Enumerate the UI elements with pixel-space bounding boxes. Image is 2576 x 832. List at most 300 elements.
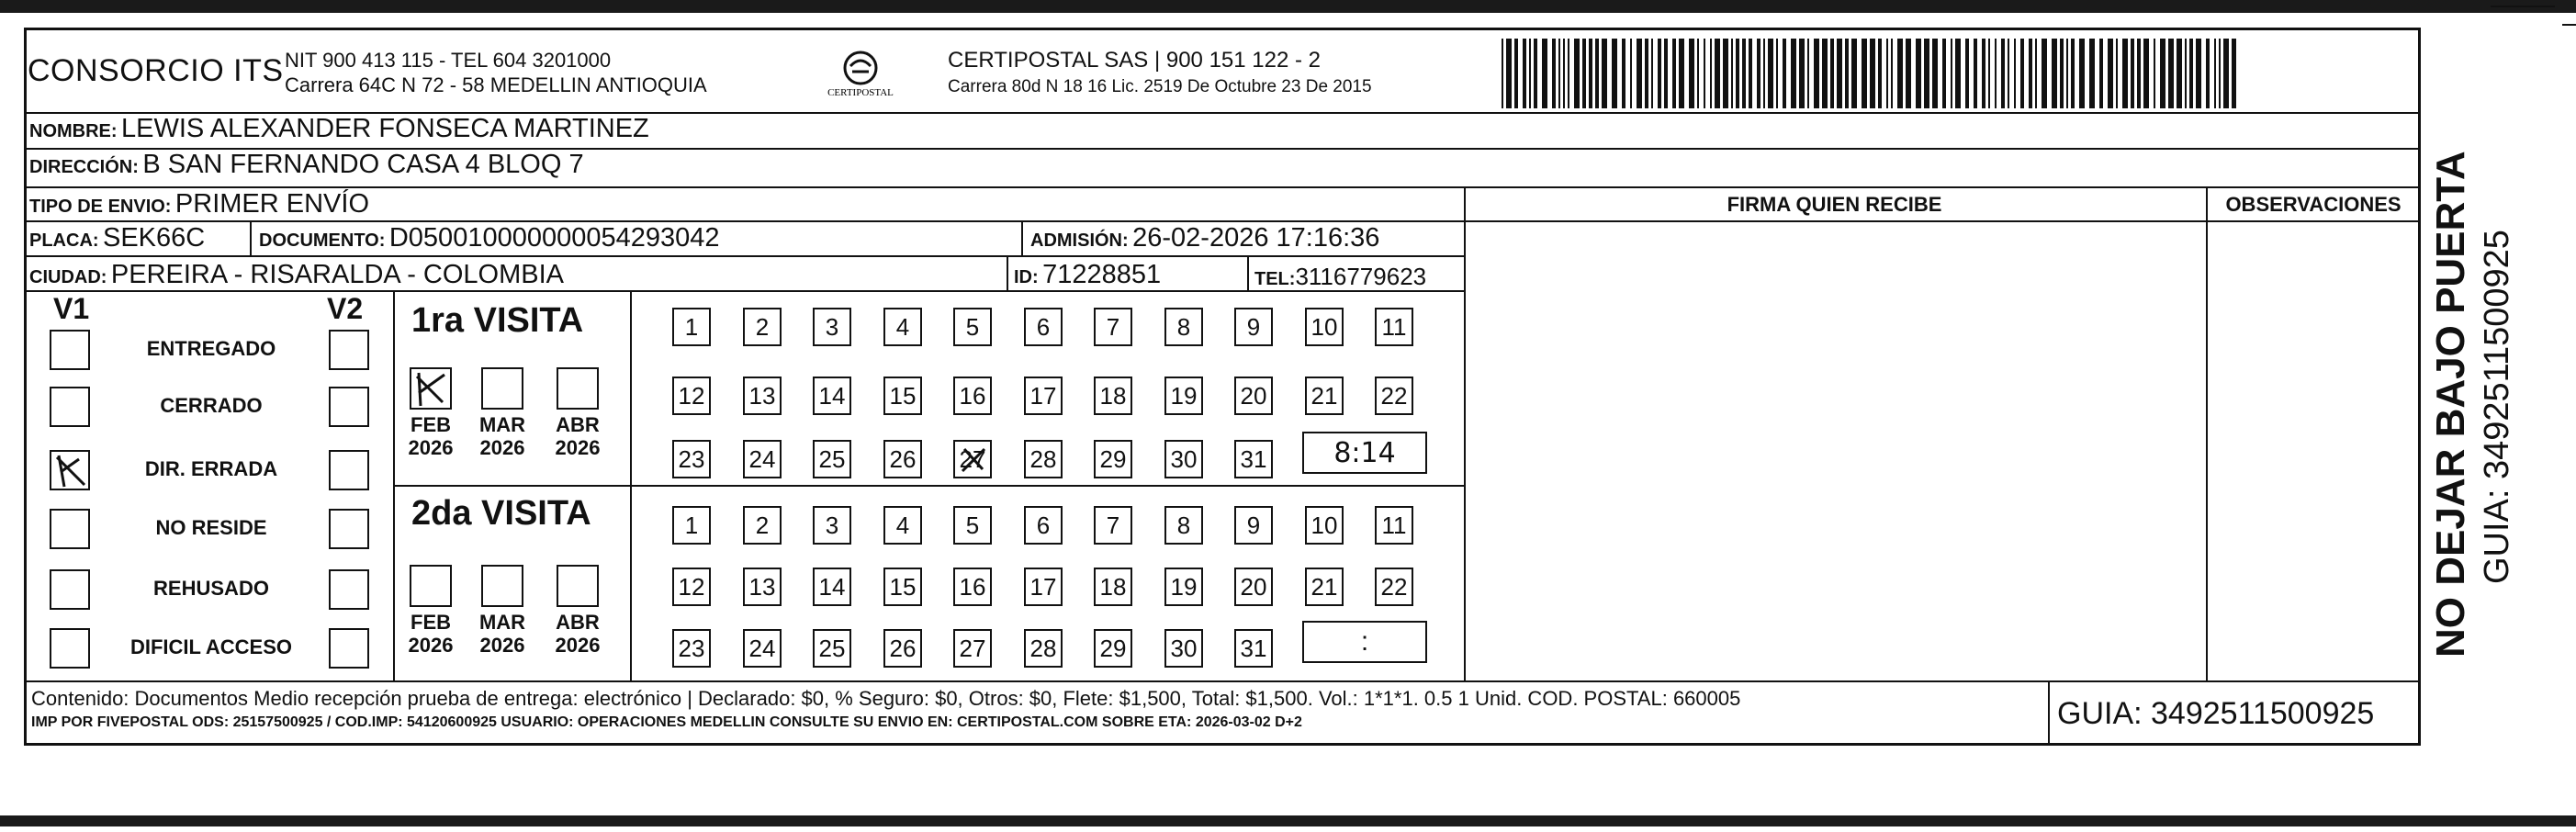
side-notice: NO DEJAR BAJO PUERTA: [2428, 151, 2473, 658]
direccion-label: DIRECCIÓN:: [29, 157, 139, 177]
v2-checkbox-5[interactable]: [329, 628, 369, 669]
day-number: 8: [1176, 511, 1191, 539]
second-visit-day-17[interactable]: [1024, 568, 1063, 606]
id-value: 71228851: [1042, 260, 1162, 289]
second-visit-day-4[interactable]: [883, 506, 922, 545]
barcode-bar: [1982, 39, 1985, 108]
barcode-bar: [1791, 39, 1796, 108]
v2-checkbox-4[interactable]: [329, 569, 369, 610]
footer-guia: GUIA: 3492511500925: [2057, 696, 2375, 731]
day-number: 5: [965, 511, 980, 539]
barcode-bar: [1932, 39, 1938, 108]
day-number: 9: [1246, 511, 1261, 539]
barcode-bar: [1988, 39, 1990, 108]
second-visit-month-abr[interactable]: [557, 565, 599, 607]
first-visit-day-3[interactable]: [813, 308, 851, 346]
barcode-bar: [1589, 39, 1592, 108]
barcode-bar: [2116, 39, 2118, 108]
day-number: 21: [1310, 381, 1338, 410]
tel-label: TEL:: [1254, 269, 1296, 289]
barcode-bar: [1704, 39, 1705, 108]
barcode-bar: [2066, 39, 2068, 108]
second-visit-day-8[interactable]: [1164, 506, 1203, 545]
second-visit-day-25[interactable]: [813, 629, 851, 668]
second-visit-day-20[interactable]: [1234, 568, 1273, 606]
day-number: 5: [965, 312, 980, 341]
cell-divider: [250, 220, 252, 255]
day-number: 24: [748, 634, 776, 662]
barcode-bar: [1916, 39, 1921, 108]
barcode-bar: [2137, 39, 2141, 108]
second-visit-day-31[interactable]: [1234, 629, 1273, 668]
first-visit-time-value: 8:14: [1333, 436, 1396, 469]
footer-divider: [24, 680, 2421, 682]
day-number: 13: [748, 572, 776, 601]
day-number: 11: [1381, 511, 1407, 539]
second-visit-day-18[interactable]: [1094, 568, 1132, 606]
status-label-5: DIFICIL ACCESO: [129, 635, 292, 658]
barcode-bar: [2035, 39, 2037, 108]
barcode-bar: [1723, 39, 1728, 108]
day-number: 29: [1099, 634, 1127, 662]
status-label-4: REHUSADO: [153, 577, 269, 600]
second-visit-day-26[interactable]: [883, 629, 922, 668]
first-visit-day-7[interactable]: [1094, 308, 1132, 346]
barcode-bar: [1955, 39, 1961, 108]
observaciones-column-divider: [2206, 186, 2208, 680]
admision-value: 26-02-2026 17:16:36: [1132, 223, 1380, 253]
direccion-row: [29, 150, 584, 180]
day-number: 4: [895, 511, 910, 539]
barcode-bar: [1837, 39, 1842, 108]
barcode-bar: [2099, 39, 2103, 108]
day-number: 16: [959, 381, 986, 410]
first-visit-day-17[interactable]: [1024, 377, 1063, 415]
nombre-label: NOMBRE:: [29, 121, 118, 141]
first-visit-month-mar[interactable]: [481, 367, 523, 410]
barcode-bar: [1715, 39, 1720, 108]
barcode-bar: [2160, 39, 2165, 108]
day-number: 12: [678, 381, 705, 410]
barcode-bar: [1523, 39, 1526, 108]
barcode-bar: [1574, 39, 1580, 108]
barcode-bar: [1830, 39, 1834, 108]
barcode-bar: [1563, 39, 1565, 108]
carrier-address: Carrera 80d N 18 16 Lic. 2519 De Octubre 23 De 2015: [948, 77, 1372, 96]
first-visit-day-28[interactable]: [1024, 440, 1063, 478]
documento-label: DOCUMENTO:: [259, 230, 386, 251]
certipostal-logo: [819, 46, 902, 107]
barcode-bar: [2079, 39, 2085, 108]
barcode-bar: [2008, 39, 2009, 108]
edge-mark: [2562, 24, 2576, 26]
footer-print-info: IMP POR FIVEPOSTAL ODS: 25157500925 / COD.IMP: 54120600925 USUARIO: OPERACIONES MEDELLIN CONSULTE SU ENVIO EN: CERTIPOSTAL.COM SOBRE ETA: 2026-03-02 D+2: [31, 714, 1302, 730]
day-number: 3: [825, 511, 839, 539]
first-visit-day-12[interactable]: [672, 377, 711, 415]
barcode-bar: [2108, 39, 2113, 108]
tipo-value: PRIMER ENVÍO: [174, 189, 370, 219]
barcode-bar: [1664, 39, 1668, 108]
first-visit-day-21[interactable]: [1305, 377, 1344, 415]
footer-guia-divider: [2048, 680, 2050, 743]
barcode-bar: [2143, 39, 2149, 108]
company-name: CONSORCIO ITS: [28, 53, 284, 88]
second-visit-day-2[interactable]: [743, 506, 782, 545]
second-visit-month-label: FEB 2026: [408, 611, 454, 657]
day-number: 19: [1170, 381, 1198, 410]
day-number: 3: [825, 312, 839, 341]
barcode-bar: [1689, 39, 1694, 108]
second-visit-day-19[interactable]: [1164, 568, 1203, 606]
carrier-info: [948, 48, 1372, 97]
barcode-bar: [1768, 39, 1773, 108]
day-number: 17: [1029, 572, 1057, 601]
day-number: 19: [1170, 572, 1198, 601]
v1-checkbox-2[interactable]: [50, 450, 90, 490]
second-visit-day-21[interactable]: [1305, 568, 1344, 606]
day-number: 26: [889, 634, 917, 662]
first-visit-day-9[interactable]: [1234, 308, 1273, 346]
second-visit-time-value: :: [1360, 626, 1369, 657]
day-number: 11: [1381, 312, 1407, 341]
barcode-bar: [1552, 39, 1556, 108]
tel-cell: [1254, 263, 1426, 291]
v1-checkbox-0[interactable]: [50, 330, 90, 370]
barcode-bar: [2014, 39, 2016, 108]
day-number: 23: [678, 444, 705, 473]
status-label-0: ENTREGADO: [146, 337, 276, 360]
barcode-bar: [1502, 39, 1503, 108]
second-visit-day-24[interactable]: [743, 629, 782, 668]
cell-divider: [1021, 220, 1023, 255]
second-visit-day-6[interactable]: [1024, 506, 1063, 545]
carrier-name: CERTIPOSTAL SAS | 900 151 122 - 2: [948, 48, 1321, 73]
second-visit-day-10[interactable]: [1305, 506, 1344, 545]
second-visit-day-13[interactable]: [743, 568, 782, 606]
second-visit-month-label: ABR 2026: [555, 611, 601, 657]
row-divider: [24, 186, 2421, 188]
day-number: 22: [1380, 572, 1408, 601]
row-divider: [24, 220, 2421, 222]
visit-column-divider: [630, 292, 632, 681]
day-number: 25: [818, 444, 846, 473]
second-visit-day-3[interactable]: [813, 506, 851, 545]
v1-checkbox-5[interactable]: [50, 628, 90, 669]
second-visit-day-7[interactable]: [1094, 506, 1132, 545]
placa-value: SEK66C: [103, 223, 206, 253]
barcode-bar: [1558, 39, 1560, 108]
day-number: 24: [748, 444, 776, 473]
company-address: Carrera 64C N 72 - 58 MEDELLIN ANTIOQUIA: [285, 73, 707, 96]
barcode-bar: [2196, 39, 2201, 108]
first-visit-day-2[interactable]: [743, 308, 782, 346]
day-number: 17: [1029, 381, 1057, 410]
barcode-bar: [1749, 39, 1752, 108]
admision-cell: [1030, 223, 1379, 253]
second-visit-title: 2da VISITA: [411, 494, 591, 533]
day-number: 14: [818, 381, 846, 410]
day-number: 26: [889, 444, 917, 473]
barcode-bar: [2042, 39, 2047, 108]
day-number: 25: [818, 634, 846, 662]
ciudad-label: CIUDAD:: [29, 267, 107, 287]
v2-checkbox-3[interactable]: [329, 509, 369, 549]
day-number: 10: [1310, 312, 1338, 341]
first-visit-day-23[interactable]: [672, 440, 711, 478]
top-border-bar: [0, 0, 2576, 13]
nombre-row: [29, 114, 649, 144]
barcode-bar: [2219, 39, 2221, 108]
barcode-bar: [1845, 39, 1849, 108]
barcode-bar: [1807, 39, 1809, 108]
barcode-bar: [2185, 39, 2187, 108]
barcode-bar: [2029, 39, 2032, 108]
barcode-bar: [1776, 39, 1778, 108]
v1-checkbox-3[interactable]: [50, 509, 90, 549]
day-number: 7: [1106, 312, 1120, 341]
barcode-bar: [1568, 39, 1569, 108]
barcode-bar: [1731, 39, 1733, 108]
day-number: 8: [1176, 312, 1191, 341]
barcode-bar: [1951, 39, 1952, 108]
barcode-bar: [2089, 39, 2095, 108]
barcode-bar: [1757, 39, 1760, 108]
day-number: 7: [1106, 511, 1120, 539]
row-divider: [24, 290, 1464, 292]
barcode-bar: [1924, 39, 1929, 108]
first-visit-title: 1ra VISITA: [411, 301, 584, 340]
barcode-bar: [2189, 39, 2193, 108]
first-visit-day-8[interactable]: [1164, 308, 1203, 346]
barcode-bar: [1742, 39, 1746, 108]
second-visit-day-15[interactable]: [883, 568, 922, 606]
documento-value: D050010000000054293042: [388, 223, 720, 253]
day-number: 6: [1036, 511, 1051, 539]
second-visit-day-23[interactable]: [672, 629, 711, 668]
documento-cell: [259, 223, 720, 253]
barcode-bar: [2001, 39, 2005, 108]
barcode-bar: [1942, 39, 1946, 108]
day-number: 23: [678, 634, 705, 662]
day-number: 27: [959, 444, 986, 473]
barcode-bar: [1736, 39, 1739, 108]
day-number: 13: [748, 381, 776, 410]
v2-header: V2: [327, 292, 364, 325]
ciudad-cell: [29, 260, 564, 290]
first-visit-day-19[interactable]: [1164, 377, 1203, 415]
first-visit-day-25[interactable]: [813, 440, 851, 478]
first-visit-month-feb[interactable]: [410, 367, 452, 410]
status-label-2: DIR. ERRADA: [144, 457, 278, 480]
barcode-bar: [2020, 39, 2024, 108]
first-visit-day-5[interactable]: [953, 308, 992, 346]
barcode-bar: [1878, 39, 1882, 108]
firma-column-divider: [1464, 186, 1466, 680]
day-number: 21: [1310, 572, 1338, 601]
cell-divider: [1247, 255, 1249, 290]
second-visit-day-14[interactable]: [813, 568, 851, 606]
first-visit-day-24[interactable]: [743, 440, 782, 478]
status-label-1: CERRADO: [160, 394, 263, 417]
first-visit-day-18[interactable]: [1094, 377, 1132, 415]
barcode-bar: [1679, 39, 1684, 108]
barcode-bar: [1542, 39, 1547, 108]
ciudad-value: PEREIRA - RISARALDA - COLOMBIA: [110, 260, 565, 289]
day-number: 28: [1029, 444, 1057, 473]
first-visit-day-4[interactable]: [883, 308, 922, 346]
day-number: 30: [1170, 634, 1198, 662]
barcode: [1502, 39, 2236, 108]
first-visit-day-26[interactable]: [883, 440, 922, 478]
barcode-bar: [2154, 39, 2155, 108]
first-visit-day-20[interactable]: [1234, 377, 1273, 415]
first-visit-day-29[interactable]: [1094, 440, 1132, 478]
day-number: 6: [1036, 312, 1051, 341]
day-number: 28: [1029, 634, 1057, 662]
side-guia: GUIA: 3492511500925: [2478, 230, 2516, 584]
day-number: 2: [755, 511, 770, 539]
first-visit-month-label: FEB 2026: [408, 413, 454, 459]
first-visit-day-31[interactable]: [1234, 440, 1273, 478]
barcode-bar: [2122, 39, 2128, 108]
day-number: 31: [1240, 634, 1267, 662]
second-visit-day-28[interactable]: [1024, 629, 1063, 668]
first-visit-month-abr[interactable]: [557, 367, 599, 410]
first-visit-day-6[interactable]: [1024, 308, 1063, 346]
day-number: 20: [1240, 381, 1267, 410]
first-visit-day-10[interactable]: [1305, 308, 1344, 346]
day-number: 18: [1099, 381, 1127, 410]
barcode-bar: [1799, 39, 1805, 108]
visit-divider: [393, 485, 1464, 487]
second-visit-time[interactable]: [1302, 621, 1427, 663]
barcode-bar: [1697, 39, 1699, 108]
v2-checkbox-1[interactable]: [329, 387, 369, 427]
barcode-bar: [1995, 39, 1997, 108]
first-visit-day-14[interactable]: [813, 377, 851, 415]
second-visit-day-12[interactable]: [672, 568, 711, 606]
status-label-3: NO RESIDE: [155, 516, 267, 539]
barcode-bar: [1851, 39, 1857, 108]
barcode-bar: [1612, 39, 1617, 108]
barcode-bar: [2052, 39, 2057, 108]
day-number: 20: [1240, 572, 1267, 601]
first-visit-day-11[interactable]: [1375, 308, 1413, 346]
barcode-bar: [1763, 39, 1765, 108]
second-visit-day-27[interactable]: [953, 629, 992, 668]
barcode-bar: [1651, 39, 1653, 108]
barcode-bar: [2177, 39, 2182, 108]
barcode-bar: [1672, 39, 1676, 108]
barcode-bar: [2223, 39, 2229, 108]
company-info: [285, 48, 707, 97]
barcode-bar: [1974, 39, 1977, 108]
second-visit-day-22[interactable]: [1375, 568, 1413, 606]
second-visit-day-5[interactable]: [953, 506, 992, 545]
second-visit-day-9[interactable]: [1234, 506, 1273, 545]
day-number: 4: [895, 312, 910, 341]
day-number: 30: [1170, 444, 1198, 473]
v1-checkbox-4[interactable]: [50, 569, 90, 610]
edge-mark: [2491, 6, 2555, 7]
second-visit-day-16[interactable]: [953, 568, 992, 606]
company-nit: NIT 900 413 115 - TEL 604 3201000: [285, 49, 612, 72]
barcode-bar: [2131, 39, 2134, 108]
first-visit-day-1[interactable]: [672, 308, 711, 346]
first-visit-day-16[interactable]: [953, 377, 992, 415]
second-visit-day-30[interactable]: [1164, 629, 1203, 668]
barcode-bar: [1891, 39, 1893, 108]
day-number: 1: [684, 511, 699, 539]
v1-checkbox-1[interactable]: [50, 387, 90, 427]
tipo-envio-row: [29, 189, 369, 219]
first-visit-day-22[interactable]: [1375, 377, 1413, 415]
barcode-bar: [1630, 39, 1632, 108]
first-visit-day-30[interactable]: [1164, 440, 1203, 478]
direccion-value: B SAN FERNANDO CASA 4 BLOQ 7: [142, 150, 584, 179]
barcode-bar: [1529, 39, 1531, 108]
v2-checkbox-2[interactable]: [329, 450, 369, 490]
second-visit-month-feb[interactable]: [410, 565, 452, 607]
firma-header: FIRMA QUIEN RECIBE: [1727, 193, 1942, 216]
observaciones-header: OBSERVACIONES: [2225, 193, 2402, 216]
day-number: 22: [1380, 381, 1408, 410]
barcode-bar: [1582, 39, 1586, 108]
first-visit-time[interactable]: [1302, 432, 1427, 474]
barcode-bar: [1595, 39, 1599, 108]
second-visit-month-mar[interactable]: [481, 565, 523, 607]
day-number: 12: [678, 572, 705, 601]
barcode-bar: [1822, 39, 1828, 108]
barcode-bar: [2206, 39, 2210, 108]
barcode-bar: [2168, 39, 2174, 108]
second-visit-day-1[interactable]: [672, 506, 711, 545]
tel-value: 3116779623: [1295, 263, 1427, 290]
day-number: 27: [959, 634, 986, 662]
day-number: 15: [889, 381, 917, 410]
second-visit-day-29[interactable]: [1094, 629, 1132, 668]
barcode-bar: [1814, 39, 1819, 108]
day-number: 9: [1246, 312, 1261, 341]
id-label: ID:: [1014, 267, 1039, 287]
barcode-bar: [1637, 39, 1642, 108]
second-visit-day-11[interactable]: [1375, 506, 1413, 545]
status-column-divider: [393, 292, 395, 681]
day-number: 2: [755, 312, 770, 341]
nombre-value: LEWIS ALEXANDER FONSECA MARTINEZ: [121, 114, 649, 143]
first-visit-month-label: ABR 2026: [555, 413, 601, 459]
day-number: 31: [1240, 444, 1267, 473]
day-number: 18: [1099, 572, 1127, 601]
barcode-bar: [1645, 39, 1648, 108]
placa-cell: [29, 223, 205, 253]
barcode-bar: [1783, 39, 1786, 108]
barcode-bar: [1906, 39, 1911, 108]
first-visit-day-15[interactable]: [883, 377, 922, 415]
barcode-bar: [1886, 39, 1888, 108]
v2-checkbox-0[interactable]: [329, 330, 369, 370]
barcode-bar: [1622, 39, 1625, 108]
first-visit-day-13[interactable]: [743, 377, 782, 415]
barcode-bar: [2214, 39, 2216, 108]
first-visit-day-27[interactable]: [953, 440, 992, 478]
barcode-bar: [2232, 39, 2236, 108]
day-number: 15: [889, 572, 917, 601]
v1-header: V1: [53, 292, 90, 325]
tipo-label: TIPO DE ENVIO:: [29, 197, 172, 217]
barcode-bar: [1870, 39, 1875, 108]
footer-contents: Contenido: Documentos Medio recepción prueba de entrega: electrónico | Declarado: $0, % Seguro: $0, Otros: $0, Flete: $1,500, Total: $1,500. Vol.: 1*1*1. 0.5 1 Unid. COD. POSTAL: 660005: [31, 687, 1741, 710]
